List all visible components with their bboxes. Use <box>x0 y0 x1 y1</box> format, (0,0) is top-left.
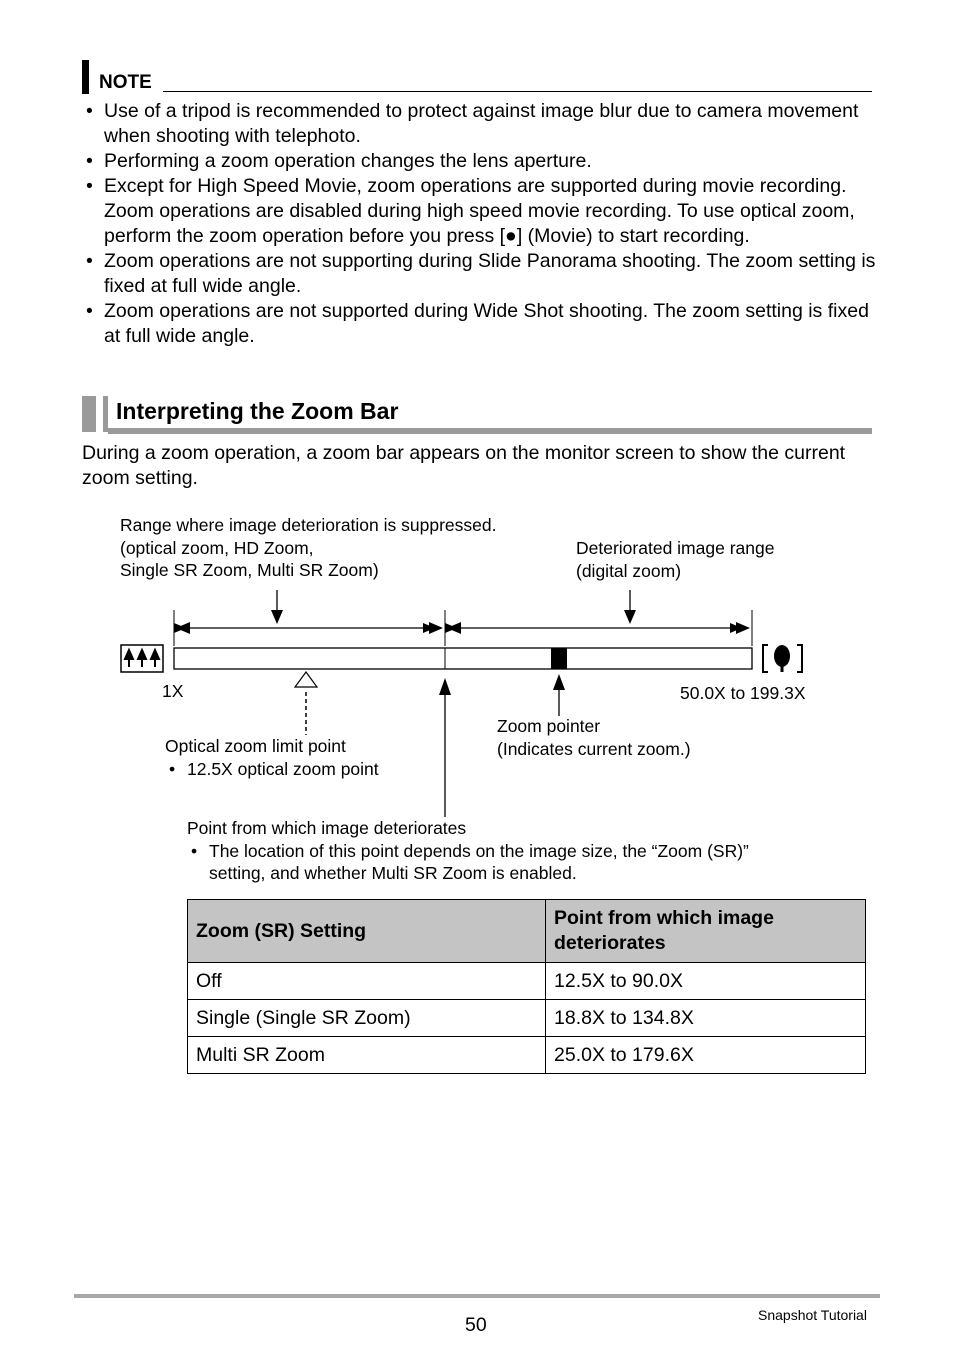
zoom-pointer-line-1: Zoom pointer <box>497 716 601 736</box>
optical-limit-label <box>165 735 379 780</box>
section-intro: During a zoom operation, a zoom bar appears on the monitor screen to show the current zoom setting. <box>82 442 846 489</box>
note-item: • Performing a zoom operation changes the lens aperture. <box>82 149 882 174</box>
deteriorated-label-arrowhead <box>624 610 636 624</box>
table-header-row <box>188 900 866 963</box>
table-cell: 12.5X to 90.0X <box>546 963 866 1000</box>
table-cell: 25.0X to 179.6X <box>546 1037 866 1074</box>
wide-angle-icon <box>121 645 163 672</box>
wide-end-label: 1X <box>162 681 184 701</box>
suppressed-range-line-1: Range where image deterioration is suppressed. <box>120 515 497 535</box>
table-cell: Off <box>188 963 546 1000</box>
suppressed-range-line-2: (optical zoom, HD Zoom, <box>120 537 314 558</box>
optical-limit-triangle <box>295 672 317 687</box>
note-item: • Zoom operations are not supported during Wide Shot shooting. The zoom setting is fixed at full wide angle. <box>82 299 882 349</box>
note-item: • Except for High Speed Movie, zoom operations are supported during movie recording. Zoom operations are disabled during high speed movie recording. To use optical zoom, perform the zoom operation before you press [●] (Movie) to start recording. <box>82 174 882 249</box>
note-item: • Use of a tripod is recommended to protect against image blur due to camera movement when shooting with telephoto. <box>82 99 882 149</box>
suppressed-range-arrowhead-left <box>176 622 190 634</box>
zoom-setting-table <box>187 899 866 1074</box>
table-cell: Single (Single SR Zoom) <box>188 1000 546 1037</box>
deteriorated-range-line-2: (digital zoom) <box>576 560 682 581</box>
suppressed-range-arrowhead-right <box>429 622 443 634</box>
zoom-pointer-label <box>497 715 691 760</box>
deteriorated-range-label <box>576 537 774 582</box>
table-row <box>188 1037 866 1074</box>
table-header-cell: Zoom (SR) Setting <box>188 900 546 963</box>
table-header-cell: Point from which image deteriorates <box>546 900 866 963</box>
deteriorated-range-arrowhead-right <box>736 622 750 634</box>
zoom-pointer-marker <box>551 648 567 669</box>
deterioration-point-bullet: • The location of this point depends on the image size, the “Zoom (SR)” <box>187 840 749 863</box>
deterioration-point-title: Point from which image deteriorates <box>187 818 467 838</box>
zoom-bar <box>174 648 752 669</box>
note-label: NOTE <box>99 72 152 93</box>
deteriorated-range-line-1: Deteriorated image range <box>576 538 775 558</box>
table-cell: 18.8X to 134.8X <box>546 1000 866 1037</box>
table-cell: Multi SR Zoom <box>188 1037 546 1074</box>
section-title: Interpreting the Zoom Bar <box>116 398 399 424</box>
footer-rule <box>74 1294 880 1298</box>
optical-limit-title: Optical zoom limit point <box>165 736 346 756</box>
suppressed-range-line-3: Single SR Zoom, Multi SR Zoom) <box>120 560 379 580</box>
table-row <box>188 1000 866 1037</box>
deterioration-point-arrowhead <box>439 678 451 695</box>
telephoto-icon <box>763 645 802 672</box>
zoom-pointer-line-2: (Indicates current zoom.) <box>497 738 691 759</box>
zoom-pointer-arrowhead <box>553 674 565 690</box>
note-item: • Zoom operations are not supporting during Slide Panorama shooting. The zoom setting is fixed at full wide angle. <box>82 249 882 299</box>
page-number: 50 <box>465 1314 487 1336</box>
suppressed-range-label <box>120 514 496 582</box>
suppressed-label-arrowhead <box>271 610 283 624</box>
deterioration-point-label <box>187 817 749 885</box>
tele-end-label: 50.0X to 199.3X <box>680 683 806 703</box>
footer-title: Snapshot Tutorial <box>758 1307 867 1323</box>
optical-limit-bullet: • 12.5X optical zoom point <box>165 758 379 781</box>
deteriorated-range-arrowhead-left <box>447 622 461 634</box>
deterioration-point-bullet-cont: setting, and whether Multi SR Zoom is enabled. <box>209 863 577 883</box>
table-row <box>188 963 866 1000</box>
